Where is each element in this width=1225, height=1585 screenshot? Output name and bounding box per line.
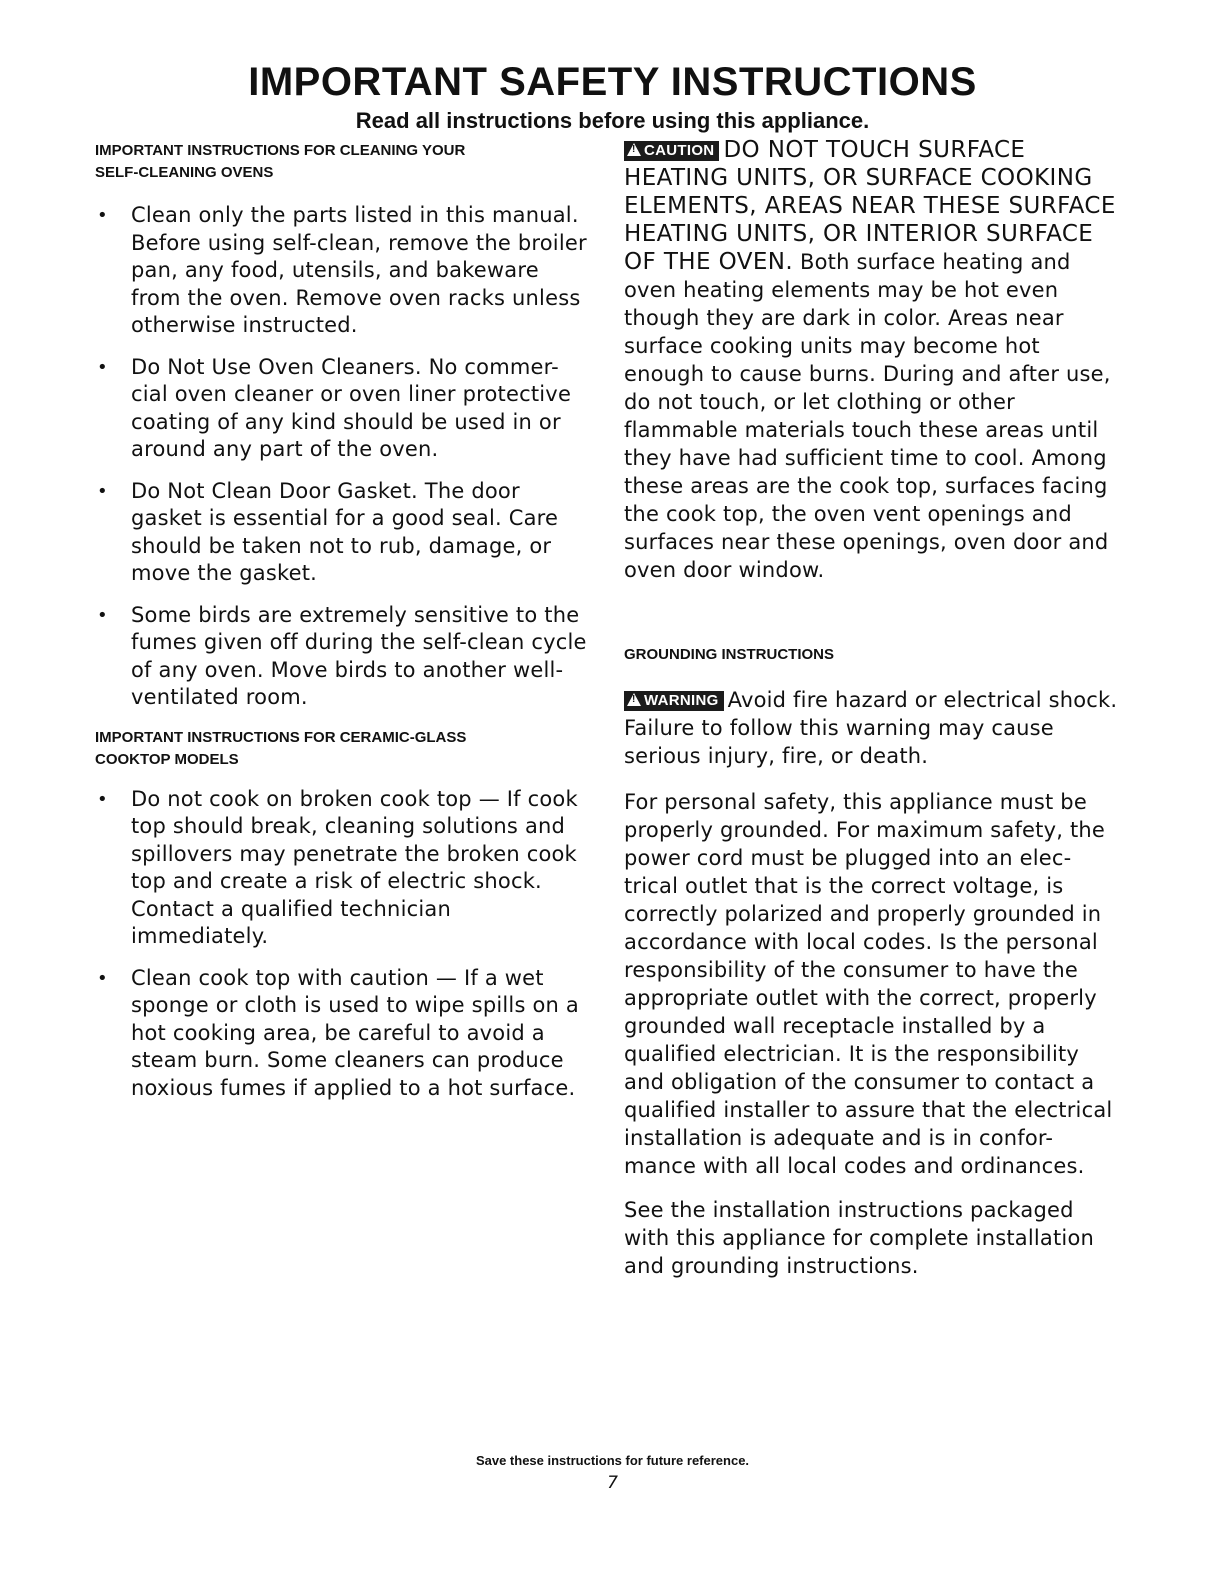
bullet-item: • Do Not Clean Door Gasket. The door gasket is essential for a good seal. Care should be taken not to rub, damage, or move the gasket. — [95, 478, 595, 588]
section-heading-line: COOKTOP MODELS — [95, 750, 239, 768]
installation-paragraph: See the installation instructions packaged with this appliance for complete installation and grounding instructions. — [624, 1198, 1095, 1278]
warning-badge-label: WARNING — [644, 692, 719, 709]
warning-triangle-icon — [627, 693, 641, 706]
ceramic-glass-section — [95, 727, 595, 1103]
bullet-item: • Some birds are extremely sensitive to the fumes given off during the self-clean cycle of any oven. Move birds to another well-ventilated room. — [95, 602, 595, 712]
grounding-heading: GROUNDING INSTRUCTIONS — [624, 646, 834, 663]
caution-body-text: Both surface heating and oven heating elements may be hot even though they are dark in color. Areas near surface cooking units may become hot enough to cause burns. During and after use, do not touch, or let clothing or other flammable materials touch these areas until they have had sufficient time to cool. Among these areas are the cook top, surfaces facing the cook top, the oven vent openings and surfaces near these openings, oven door and oven door window. — [624, 250, 1111, 582]
bullet-item: • Clean only the parts listed in this manual. Before using self-clean, remove the broiler pan, any food, utensils, and bakeware from the oven. Remove oven racks unless otherwise instructed. — [95, 202, 595, 340]
warning-paragraph — [624, 686, 1124, 770]
caution-badge-label: CAUTION — [644, 142, 715, 159]
warning-badge — [624, 691, 724, 711]
ceramic-glass-bullet-list — [95, 786, 595, 1103]
bullet-item: • Do not cook on broken cook top — If cook top should break, cleaning solutions and spillovers may penetrate the broken cook top and create a risk of electric shock. Contact a qualified technician immediately. — [95, 786, 595, 951]
warning-text: Avoid fire hazard or electrical shock. Failure to follow this warning may cause serious injury, fire, or death. — [624, 688, 1118, 768]
section-heading-self-clean — [95, 140, 595, 184]
section-heading-line: IMPORTANT INSTRUCTIONS FOR CLEANING YOUR — [95, 142, 466, 159]
bullet-item: • Clean cook top with caution — If a wet sponge or cloth is used to wipe spills on a hot cooking area, be careful to avoid a steam burn. Some cleaners can produce noxious fumes if applied to a hot surface. — [95, 965, 595, 1103]
caution-paragraph — [624, 136, 1124, 584]
section-heading-line: SELF-CLEANING OVENS — [95, 164, 274, 181]
section-heading-line: IMPORTANT INSTRUCTIONS FOR CERAMIC-GLASS — [95, 728, 467, 746]
caution-badge — [624, 141, 719, 161]
bullet-item: • Do Not Use Oven Cleaners. No commer-cial oven cleaner or oven liner protective coating of any kind should be used in or around any part of the oven. — [95, 354, 595, 464]
self-clean-section — [95, 140, 595, 712]
page-title: IMPORTANT SAFETY INSTRUCTIONS — [248, 60, 977, 104]
warning-triangle-icon — [627, 143, 641, 156]
self-clean-bullet-list — [95, 202, 595, 712]
section-heading-ceramic-glass — [95, 727, 595, 771]
right-column — [624, 136, 1124, 1280]
caution-caps-text: DO NOT TOUCH SURFACE HEATING UNITS, OR SURFACE COOKING ELEMENTS, AREAS NEAR THESE SURFACE HEATING UNITS, OR INTERIOR SURFACE OF THE OVEN. — [624, 137, 1116, 275]
left-column — [95, 140, 595, 1102]
grounding-paragraph: For personal safety, this appliance must be properly grounded. For maximum safety, the power cord must be plugged into an elec-trical outlet that is the correct voltage, is correctly polarized and properly grounded in accordance with local codes. Is the personal responsibility of the consumer to have the appropriate outlet with the correct, properly grounded wall receptacle installed by a qualified electrician. It is the responsibility and obligation of the consumer to contact a qualified installer to assure that the electrical installation is adequate and is in confor-mance with all local codes and ordinances. — [624, 790, 1113, 1178]
page-number: 7 — [607, 1473, 618, 1493]
page-subtitle: Read all instructions before using this appliance. — [355, 108, 870, 133]
footer-note: Save these instructions for future reference. — [475, 1453, 750, 1468]
